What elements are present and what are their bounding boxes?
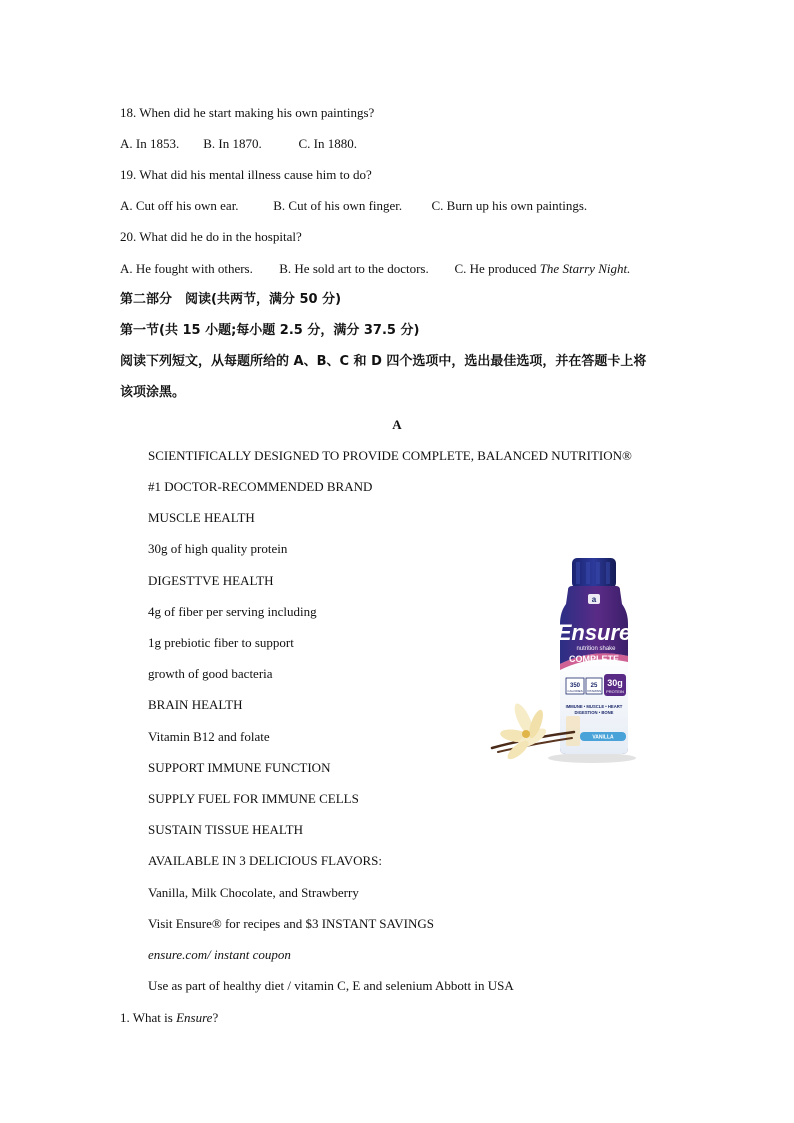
passage-line: growth of good bacteria xyxy=(148,666,273,681)
q19-option-b: B. Cut of his own finger. xyxy=(273,198,403,213)
passage-line: MUSCLE HEALTH xyxy=(148,510,255,525)
calories-value: 350 xyxy=(569,683,581,689)
benefits-line-1: IMMUNE • MUSCLE • HEART xyxy=(565,704,623,709)
q18-option-b: B. In 1870. xyxy=(203,136,262,151)
part2-heading: 第二部分 阅读(共两节，满分 50 分) xyxy=(120,292,342,307)
passage-last-line: Use as part of healthy diet / vitamin C, E and selenium Abbott in USA xyxy=(148,978,514,993)
q18-options xyxy=(120,135,357,153)
q1-suffix: ? xyxy=(212,1010,219,1025)
brand-logo: Ensure xyxy=(556,620,632,645)
bottle-cap xyxy=(572,558,616,588)
vitamins-value: 25 xyxy=(590,683,598,689)
passage-label: A xyxy=(392,417,402,432)
q19-options xyxy=(120,197,587,215)
q1-question xyxy=(120,1009,218,1027)
q20-question: 20. What did he do in the hospital? xyxy=(120,229,302,244)
protein-value: 30g xyxy=(607,678,623,688)
passage-line: SUPPLY FUEL FOR IMMUNE CELLS xyxy=(148,791,359,806)
q20-option-a: A. He fought with others. xyxy=(120,261,253,276)
vitamins-label: VITAMINS xyxy=(587,689,601,693)
brand-subtitle: nutrition shake xyxy=(576,646,616,652)
passage-line: 30g of high quality protein xyxy=(148,541,288,556)
product-image xyxy=(488,552,648,772)
passage-line: 4g of fiber per serving including xyxy=(148,604,317,619)
q19-question: 19. What did his mental illness cause him to do? xyxy=(120,167,372,182)
passage-line: AVAILABLE IN 3 DELICIOUS FLAVORS: xyxy=(148,853,383,868)
abbott-logo-text: a xyxy=(591,595,597,604)
section1-heading: 第一节(共 15 小题;每小题 2.5 分，满分 37.5 分) xyxy=(120,323,420,338)
q19-option-a: A. Cut off his own ear. xyxy=(120,198,239,213)
q20-options xyxy=(120,260,630,278)
passage-line: 1g prebiotic fiber to support xyxy=(148,635,294,650)
q18-option-a: A. In 1853. xyxy=(120,136,180,151)
variant-label: COMPLETE xyxy=(568,654,620,664)
q19-option-c: C. Burn up his own paintings. xyxy=(431,198,588,213)
q1-brand: Ensure xyxy=(176,1010,213,1025)
flavor-label: VANILLA xyxy=(592,734,614,741)
q1-prefix: 1. What is xyxy=(120,1010,177,1025)
q20-option-b: B. He sold art to the doctors. xyxy=(279,261,429,276)
passage-line: SUPPORT IMMUNE FUNCTION xyxy=(148,760,331,775)
calories-label: CALORIES xyxy=(567,689,583,693)
protein-label: PROTEIN xyxy=(606,689,624,694)
q20-option-c-title: The Starry Night. xyxy=(539,261,631,276)
passage-line: SCIENTIFICALLY DESIGNED TO PROVIDE COMPLETE, BALANCED NUTRITION® xyxy=(148,448,632,463)
passage-line: Vanilla, Milk Chocolate, and Strawberry xyxy=(148,885,359,900)
instruction-line-2: 该项涂黑。 xyxy=(120,385,186,400)
passage-line: #1 DOCTOR-RECOMMENDED BRAND xyxy=(148,479,373,494)
bottle-shadow xyxy=(548,753,636,763)
q18-question: 18. When did he start making his own paintings? xyxy=(120,105,375,120)
passage-line: Vitamin B12 and folate xyxy=(148,729,270,744)
passage-url: ensure.com/ instant coupon xyxy=(148,947,291,962)
q18-option-c: C. In 1880. xyxy=(298,136,357,151)
passage-line: DIGESTTVE HEALTH xyxy=(148,573,274,588)
instruction-line-1: 阅读下列短文，从每题所给的 A、B、C 和 D 四个选项中，选出最佳选项，并在答题卡上将 xyxy=(120,354,647,369)
passage-line: SUSTAIN TISSUE HEALTH xyxy=(148,822,303,837)
passage-line: Visit Ensure® for recipes and $3 INSTANT SAVINGS xyxy=(148,916,434,931)
benefits-line-2: DIGESTION • BONE xyxy=(574,710,614,715)
passage-line: BRAIN HEALTH xyxy=(148,697,243,712)
q20-option-c: C. He produced xyxy=(454,261,540,276)
